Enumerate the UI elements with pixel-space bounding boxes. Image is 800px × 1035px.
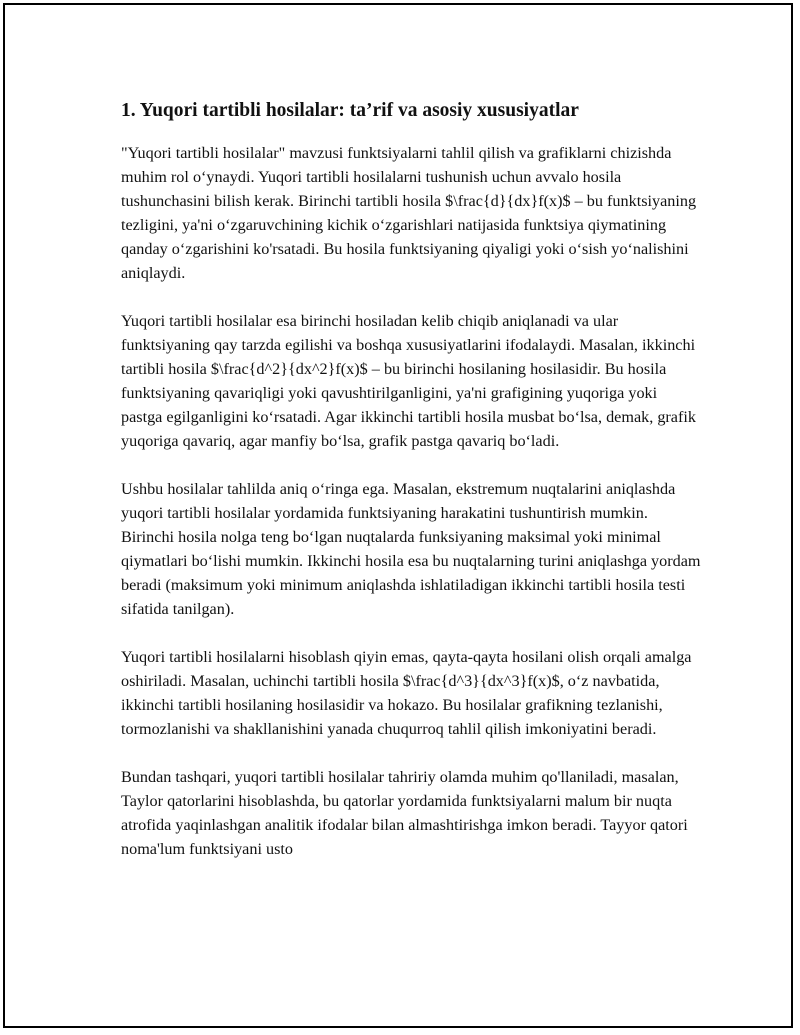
paragraph-5: Bundan tashqari, yuqori tartibli hosilalar tahririy olamda muhim qo'llaniladi, masalan, Taylor qatorlarini hisoblashda, bu qatorlar yordamida funktsiyalarni malum bir nuqta atrofida yaqinlashgan analitik ifodalar bilan almashtirishga imkon beradi. Tayyor qatori noma'lum funktsiyani usto (121, 768, 688, 858)
paragraph-3: Ushbu hosilalar tahlilda aniq o‘ringa ega. Masalan, ekstremum nuqtalarini aniqlashda yuqori tartibli hosilalar yordamida funktsiyaning harakatini tushuntirish mumkin. Birinchi hosila nolga teng bo‘lgan nuqtalarda funksiyaning maksimal yoki minimal qiymatlari bo‘lishi mumkin. Ikkinchi hosila esa bu nuqtalarning turini aniqlashga yordam beradi (maksimum yoki minimum aniqlashda ishlatiladigan ikkinchi tartibli hosila testi sifatida tanilgan). (121, 480, 701, 618)
document-body (121, 99, 701, 885)
paragraph-2: Yuqori tartibli hosilalar esa birinchi hosiladan kelib chiqib aniqlanadi va ular funktsiyaning qay tarzda egilishi va boshqa xususiyatlarini ifodalaydi. Masalan, ikkinchi tartibli hosila $\frac{d^2}{dx^2}f(x)$ – bu birinchi hosilaning hosilasidir. Bu hosila funktsiyaning qavariqligi yoki qavushtirilganligini, ya'ni grafigining yuqoriga yoki pastga egilganligini ko‘rsatadi. Agar ikkinchi tartibli hosila musbat bo‘lsa, demak, grafik yuqoriga qavariq, agar manfiy bo‘lsa, grafik pastga qavariq bo‘ladi. (121, 312, 696, 450)
paragraph-4: Yuqori tartibli hosilalarni hisoblash qiyin emas, qayta-qayta hosilani olish orqali amalga oshiriladi. Masalan, uchinchi tartibli hosila $\frac{d^3}{dx^3}f(x)$, o‘z navbatida, ikkinchi tartibli hosilaning hosilasidir va hokazo. Bu hosilalar grafikning tezlanishi, tormozlanishi va shakllanishini yanada chuqurroq tahlil qilish imkoniyatini beradi. (121, 648, 692, 738)
paragraph-1: "Yuqori tartibli hosilalar" mavzusi funktsiyalarni tahlil qilish va grafiklarni chizishda muhim rol o‘ynaydi. Yuqori tartibli hosilalarni tushunish uchun avvalo hosila tushunchasini bilish kerak. Birinchi tartibli hosila $\frac{d}{dx}f(x)$ – bu funktsiyaning tezligini, ya'ni o‘zgaruvchining kichik o‘zgarishlari natijasida funktsiya qiymatining qanday o‘zgarishini ko'rsatadi. Bu hosila funktsiyaning qiyaligi yoki o‘sish yo‘nalishini aniqlaydi. (121, 144, 697, 282)
section-title: 1. Yuqori tartibli hosilalar: ta’rif va asosiy xususiyatlar (121, 100, 579, 121)
document-page (3, 3, 793, 1028)
